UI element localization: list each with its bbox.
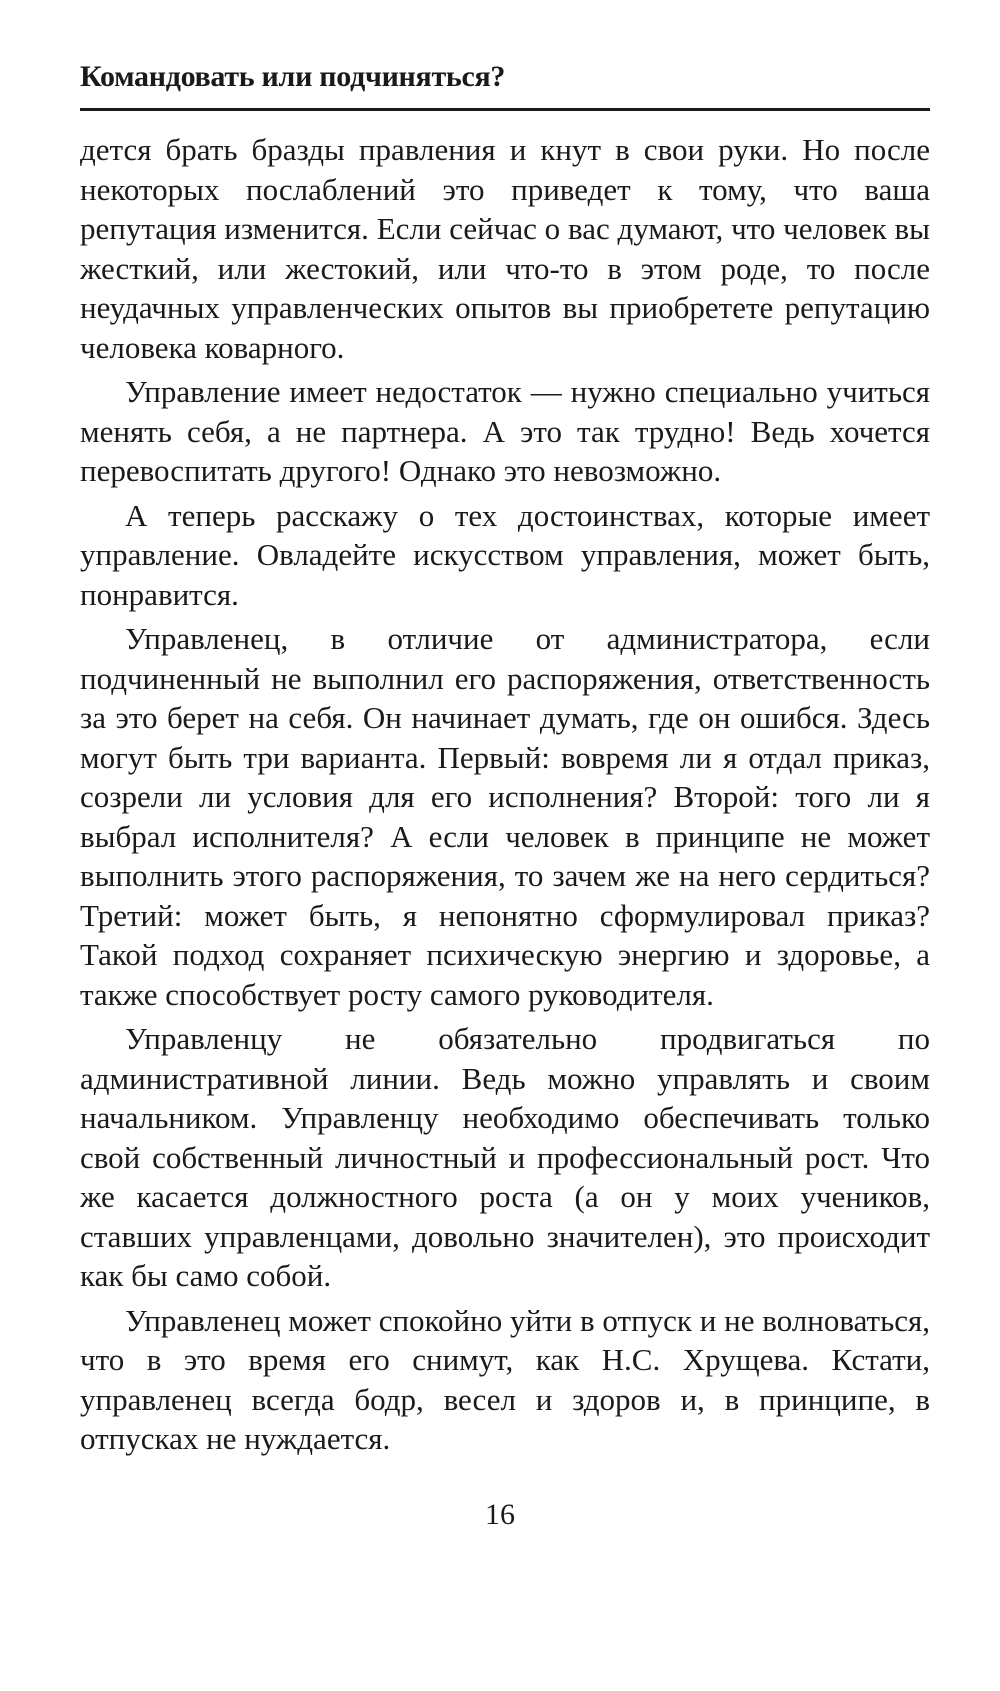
paragraph: Управление имеет недостаток — нужно специально учиться менять себя, а не партнера. А это так трудно! Ведь хочется перевоспитать другого! Однако это невозможно. [80,374,930,488]
running-header: Командовать или подчиняться? [80,60,506,93]
header-rule [80,108,930,111]
paragraph: А теперь расскажу о тех достоинствах, которые имеет управление. Овладейте искусством управления, может быть, понравится. [80,497,930,612]
paragraph: Управленец, в отличие от администратора, если подчиненный не выполнил его распоряжения, ответственность за это берет на себя. Он начинает думать, где он ошибся. Здесь могут быть три варианта. Первый: вовремя ли я отдал приказ, созрели ли условия для его исполнения? Второй: того ли я выбрал исполнителя? А если человек в принципе не может выполнить этого распоряжения, то зачем же на него сердиться? Третий: может быть, я непонятно сформулировал приказ? Такой подход сохраняет психическую энергию и здоровье, а также способствует росту самого руководителя. [80,621,930,1012]
text-body [80,130,930,1464]
paragraph-continued: дется брать бразды правления и кнут в свои руки. Но после некоторых послаблений это приведет к тому, что ваша репутация изменится. Если сейчас о вас думают, что человек вы жесткий, или жестокий, или что-то в этом роде, то после неудачных управленческих опытов вы приобретете репутацию человека коварного. [80,132,930,365]
page-number: 16 [485,1498,515,1531]
paragraph: Управленцу не обязательно продвигаться по административной линии. Ведь можно управлять и своим начальником. Управленцу необходимо обеспечивать только свой собственный личностный и профессиональный рост. Что же касается должностного роста (а он у моих учеников, ставших управленцами, довольно значителен), это происходит как бы само собой. [80,1021,930,1293]
paragraph: Управленец может спокойно уйти в отпуск и не волноваться, что в это время его снимут, как Н.С. Хрущева. Кстати, управленец всегда бодр, весел и здоров и, в принципе, в отпусках не нуждается. [80,1302,930,1456]
